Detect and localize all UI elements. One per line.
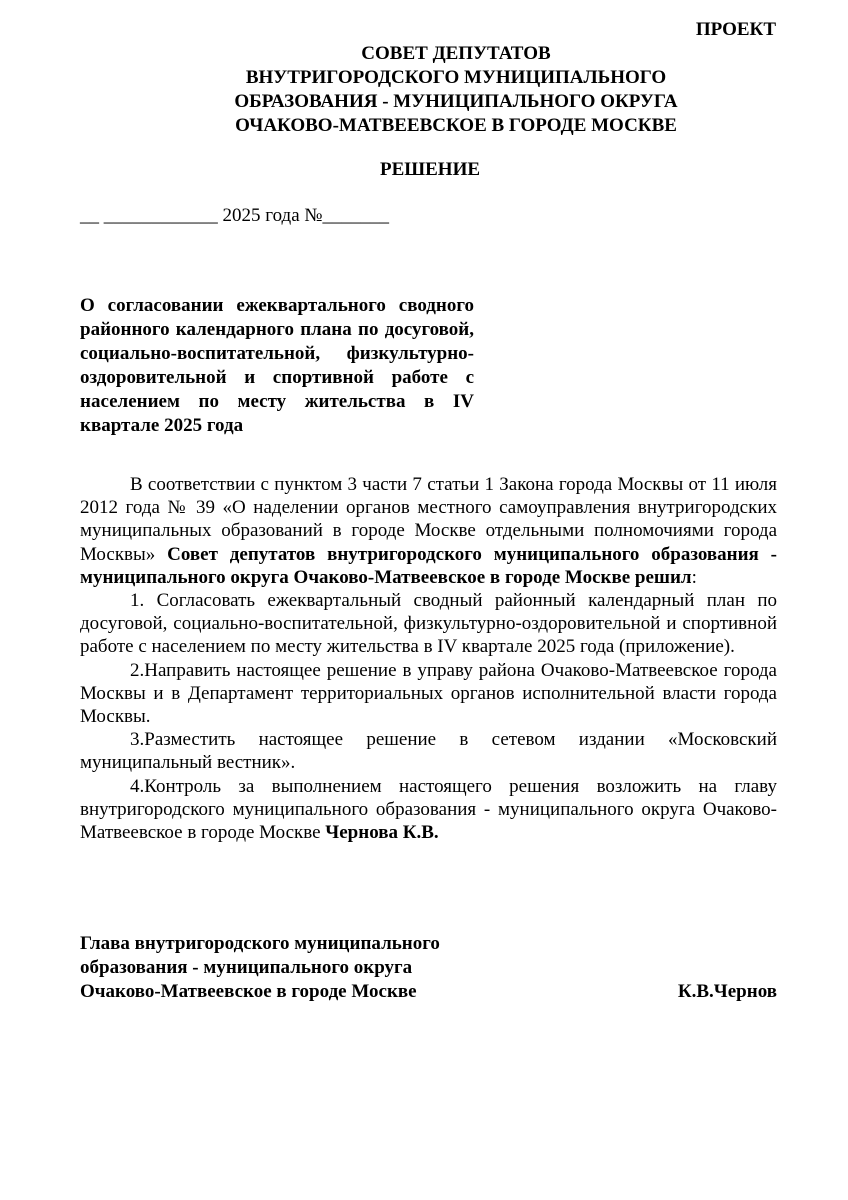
item-2: 2.Направить настоящее решение в управу района Очаково-Матвеевское города Москвы и в Департамент территориальных органов исполнительной власти города Москвы.	[80, 659, 777, 728]
item-4-text: 4.Контроль за выполнением настоящего решения возложить на главу внутригородского муниципального образования - муниципального округа Очаково-Матвеевское в городе Москве	[80, 775, 777, 844]
signatory-name: К.В.Чернов	[677, 981, 777, 1002]
signatory-title-line: образования - муниципального округа	[80, 957, 413, 978]
preamble-paragraph	[80, 473, 777, 589]
date-number-line: __ ____________ 2025 года №_______	[80, 205, 390, 226]
signature-block	[80, 932, 777, 1004]
council-heading-line: ОЧАКОВО-МАТВЕЕВСКОЕ В ГОРОДЕ МОСКВЕ	[235, 115, 677, 136]
decision-subject: О согласовании ежеквартального сводного районного календарного плана по досуговой, социально-воспитательной, физкультурно-оздоровительной и спортивной работе с населением по месту жительства в IV квартале 2025 года	[80, 295, 474, 436]
item-3: 3.Разместить настоящее решение в сетевом издании «Московский муниципальный вестник».	[80, 729, 777, 774]
item-4	[80, 775, 777, 845]
item-4-name: Чернова К.В.	[325, 822, 439, 844]
council-heading-line: ОБРАЗОВАНИЯ - МУНИЦИПАЛЬНОГО ОКРУГА	[234, 91, 678, 112]
decision-body	[80, 473, 777, 844]
council-heading-line: ВНУТРИГОРОДСКОГО МУНИЦИПАЛЬНОГО	[245, 67, 667, 88]
council-heading-line: СОВЕТ ДЕПУТАТОВ	[361, 43, 551, 64]
signatory-title-line: Очаково-Матвеевское в городе Москве	[80, 981, 417, 1002]
preamble-bold-text: Совет депутатов внутригородского муниципального образования - муниципального округа Очаково-Матвеевское в городе Москве решил	[80, 543, 778, 588]
signatory-last-row	[80, 980, 777, 1004]
signatory-title-line: Глава внутригородского муниципального	[80, 933, 440, 954]
item-1: 1. Согласовать ежеквартальный сводный районный календарный план по досуговой, социально-воспитательной, физкультурно-оздоровительной и спортивной работе с населением по месту жительства в IV квартале 2025 года (приложение).	[80, 590, 777, 658]
council-heading	[80, 42, 832, 138]
decision-title: РЕШЕНИЕ	[379, 159, 481, 180]
preamble-colon: :	[691, 566, 697, 588]
draft-mark: ПРОЕКТ	[695, 19, 776, 40]
preamble-text: В соответствии с пунктом 3 части 7 статьи 1 Закона города Москвы от 11 июля 2012 года № 39 «О наделении органов местного самоуправления внутригородских муниципальных образований в городе Москве отдельными полномочиями города Москвы»	[80, 474, 777, 565]
